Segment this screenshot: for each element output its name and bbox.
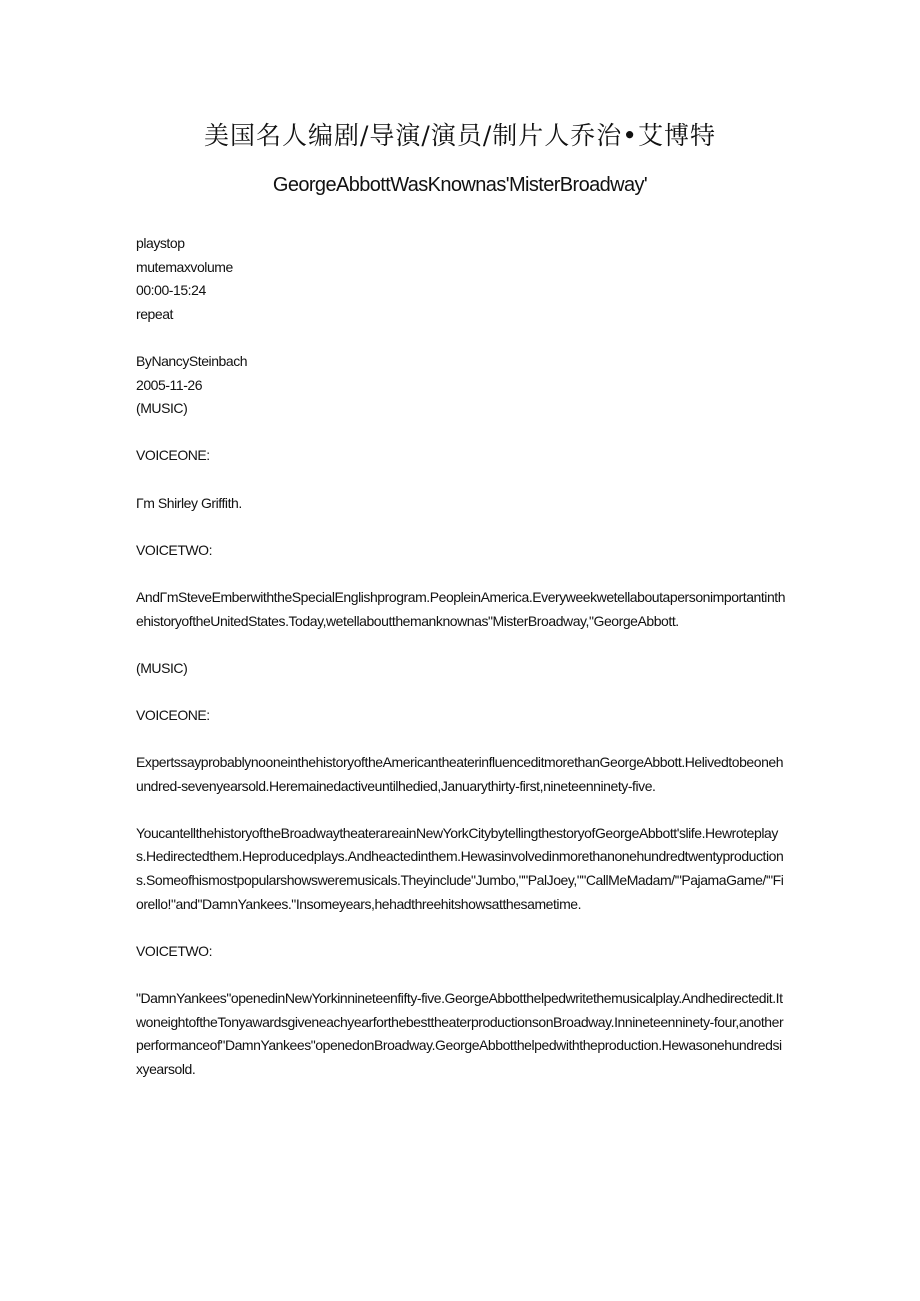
date: 2005-11-26	[136, 376, 203, 393]
spacer	[136, 515, 786, 539]
english-title: GeorgeAbbottWasKnownas'MisterBroadway'	[272, 174, 648, 196]
paragraph: ExpertssayprobablynooneinthehistoryoftheAmericantheaterinfluenceditmorethanGeorgeAbbott.Helivedtobeonehundred-sevenyearsold.Heremainedactiveuntilhedied,Januarythirty-first,nineteenninety-five.	[136, 754, 784, 794]
spacer	[136, 562, 786, 586]
spacer	[136, 916, 786, 940]
speaker-label: VOICEONE:	[136, 706, 210, 723]
spacer	[136, 468, 786, 492]
spacer	[136, 680, 786, 704]
music-cue: (MUSIC)	[136, 659, 188, 676]
paragraph: AndΓmSteveEmberwiththeSpecialEnglishprogram.PeopleinAmerica.EveryweekwetellaboutapersonimportantinthehistoryoftheUnitedStates.Today,wetellaboutthemanknownas"MisterBroadway,"GeorgeAbbott.	[136, 588, 786, 629]
spacer	[136, 326, 786, 350]
spacer	[136, 421, 786, 445]
player-controls-play-stop[interactable]: playstop	[136, 235, 185, 251]
spacer	[136, 798, 786, 822]
paragraph: "DamnYankees"openedinNewYorkinnineteenfifty-five.GeorgeAbbotthelpedwritethemusicalplay.Andhedirectedit.ItwoneightoftheTonyawardsgiveneachyearforthebesttheaterproductionsonBroadway.Innineteenninety-four,anotherperformanceof"DamnYankees"openedonBroadway.GeorgeAbbotthelpedwiththeproduction.Hewasonehundredsixyearsold.	[136, 990, 784, 1077]
speaker-label: VOICETWO:	[136, 942, 213, 959]
player-time-range: 00:00-15:24	[136, 282, 206, 299]
paragraph: YoucantellthehistoryoftheBroadwaytheaterareainNewYorkCitybytellingthestoryofGeorgeAbbott'slife.Hewroteplays.Hedirectedthem.Heproducedplays.Andheactedinthem.Hewasinvolvedinmorethanonehundredtwentyproductions.Someofhismostpopularshowsweremusicals.Theyinclude"Jumbo,""PalJoey,""CallMeMadam/'"PajamaGame/'"Fiorello!"and"DamnYankees."Insomeyears,hehadthreehitshowsatthesametime.	[136, 824, 784, 912]
music-cue: (MUSIC)	[136, 400, 188, 417]
speaker-label: VOICEONE:	[136, 447, 210, 464]
paragraph: Γm Shirley Griffith.	[136, 494, 242, 511]
spacer	[136, 963, 786, 987]
spacer	[136, 633, 786, 657]
chinese-title: 美国名人编剧/导演/演员/制片人乔治•艾博特	[203, 121, 717, 150]
article-body	[136, 232, 786, 1081]
spacer	[136, 727, 786, 751]
speaker-label: VOICETWO:	[136, 541, 213, 558]
byline: ByNancySteinbach	[136, 352, 248, 369]
player-repeat[interactable]: repeat	[136, 305, 173, 322]
player-controls-volume[interactable]: mutemaxvolume	[136, 258, 233, 275]
